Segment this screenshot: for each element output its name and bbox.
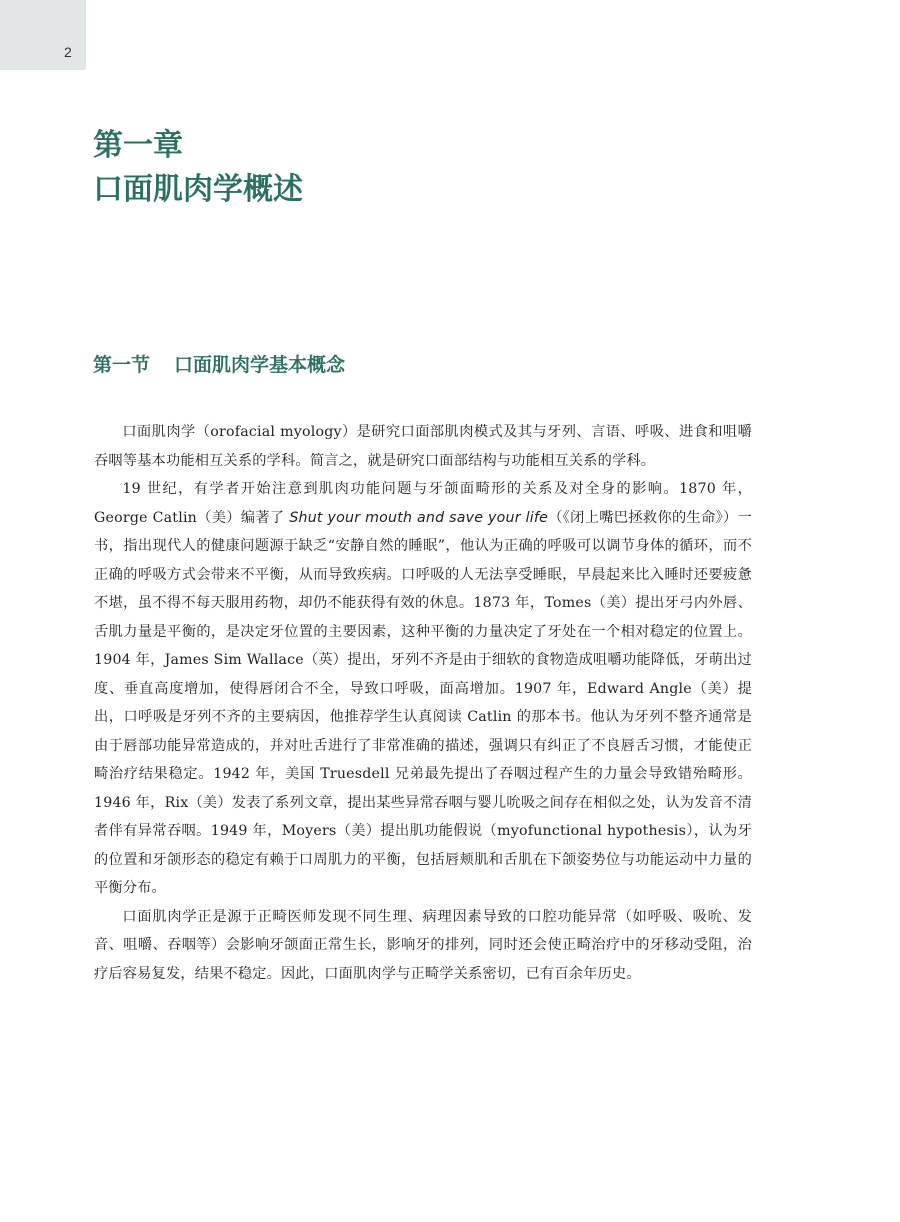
paragraph-text: 口面肌肉学（orofacial myology）是研究口面部肌肉模式及其与牙列、言语、呼吸、进食和咀嚼吞咽等基本功能相互关系的学科。简言之，就是研究口面部结构与功能相互关系的学科。	[94, 424, 752, 469]
paragraph	[94, 475, 752, 903]
paragraph-text: 口面肌肉学正是源于正畸医师发现不同生理、病理因素导致的口腔功能异常（如呼吸、吸吮、发音、咀嚼、吞咽等）会影响牙颌面正常生长，影响牙的排列，同时还会使正畸治疗中的牙移动受阻，治疗后容易复发，结果不稳定。因此，口面肌肉学与正畸学关系密切，已有百余年历史。	[94, 908, 752, 982]
body-text	[94, 418, 752, 988]
chapter-label: 第一章	[93, 128, 183, 163]
paragraph-text: （《闭上嘴巴拯救你的生命》）一书，指出现代人的健康问题源于缺乏“安静自然的睡眠”，他认为正确的呼吸可以调节身体的循环，而不正确的呼吸方式会带来不平衡，从而导致疾病。口呼吸的人无法享受睡眠，早晨起来比入睡时还要疲惫不堪，虽不得不每天服用药物，却仍不能获得有效的休息。1873 年，Tomes（美）提出牙弓内外唇、舌肌力量是平衡的，是决定牙位置的主要因素，这种平衡的力量决定了牙处在一个相对稳定的位置上。1904 年，James Sim Wallace（英）提出，牙列不齐是由于细软的食物造成咀嚼功能降低，牙萌出过度、垂直高度增加，使得唇闭合不全，导致口呼吸，面高增加。1907 年，Edward Angle（美）提出，口呼吸是牙列不齐的主要病因，他推荐学生认真阅读 Catlin 的那本书。他认为牙列不整齐通常是由于唇部功能异常造成的，并对吐舌进行了非常准确的描述，强调只有纠正了不良唇舌习惯，才能使正畸治疗结果稳定。1942 年，美国 Truesdell 兄弟最先提出了吞咽过程产生的力量会导致错殆畸形。1946 年，Rix（美）发表了系列文章，提出某些异常吞咽与婴儿吮吸之间存在相似之处，认为发音不清者伴有异常吞咽。1949 年，Moyers（美）提出肌功能假说（myofunctional hypothesis），认为牙的位置和牙颌形态的稳定有赖于口周肌力的平衡，包括唇颊肌和舌肌在下颌姿势位与功能运动中力量的平衡分布。	[94, 509, 752, 896]
page-number-tab	[0, 0, 86, 70]
chapter-title: 口面肌肉学概述	[93, 172, 303, 207]
paragraph	[94, 418, 752, 475]
paragraph-text: 19 世纪，有学者开始注意到肌肉功能问题与牙颌面畸形的关系及对全身的影响。1870 年，George Catlin（美）编著了	[94, 481, 752, 526]
section-label: 第一节	[93, 354, 151, 376]
book-title: Shut your mouth and save your life	[289, 509, 549, 526]
section-title: 口面肌肉学基本概念	[174, 354, 346, 376]
section-heading	[93, 350, 345, 380]
paragraph	[94, 903, 752, 989]
page-number: 2	[64, 44, 72, 60]
chapter-heading	[93, 124, 303, 212]
